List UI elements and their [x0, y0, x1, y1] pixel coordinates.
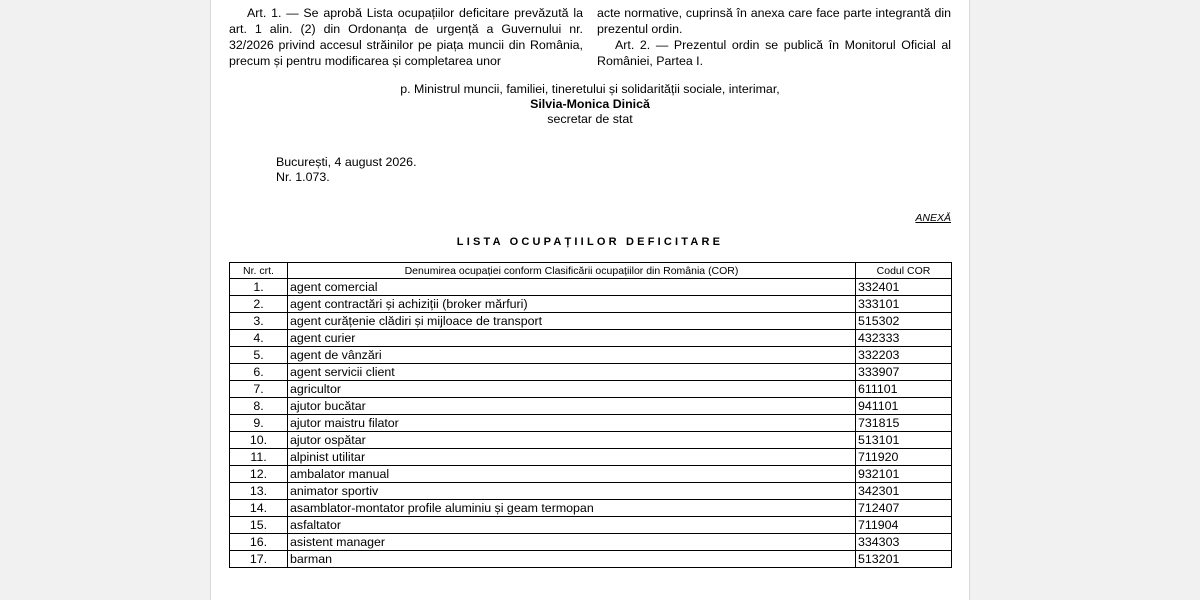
occupation-name: agent contractări și achiziții (broker mărfuri) [288, 296, 856, 313]
row-number: 10. [230, 432, 288, 449]
table-row [230, 466, 952, 483]
row-number: 9. [230, 415, 288, 432]
row-number: 2. [230, 296, 288, 313]
table-row [230, 330, 952, 347]
occupation-name: ambalator manual [288, 466, 856, 483]
cor-code: 515302 [856, 313, 952, 330]
occupation-name: animator sportiv [288, 483, 856, 500]
row-number: 11. [230, 449, 288, 466]
row-number: 16. [230, 534, 288, 551]
signatory-role: p. Ministrul muncii, familiei, tineretului și solidarității sociale, interimar, [400, 82, 780, 96]
occupation-name: agricultor [288, 381, 856, 398]
cor-code: 342301 [856, 483, 952, 500]
table-row [230, 534, 952, 551]
cor-code: 333101 [856, 296, 952, 313]
table-row [230, 296, 952, 313]
occupation-name: agent curățenie clădiri și mijloace de transport [288, 313, 856, 330]
table-row [230, 517, 952, 534]
row-number: 13. [230, 483, 288, 500]
row-number: 8. [230, 398, 288, 415]
occupation-name: asfaltator [288, 517, 856, 534]
cor-code: 333907 [856, 364, 952, 381]
row-number: 3. [230, 313, 288, 330]
table-row [230, 500, 952, 517]
cor-code: 941101 [856, 398, 952, 415]
table-row [230, 483, 952, 500]
header-nr: Nr. crt. [230, 263, 288, 279]
place-date: București, 4 august 2026. [276, 155, 417, 169]
list-title: LISTA OCUPAȚIILOR DEFICITARE [456, 236, 724, 248]
cor-code: 513201 [856, 551, 952, 568]
row-number: 12. [230, 466, 288, 483]
cor-code: 432333 [856, 330, 952, 347]
row-number: 14. [230, 500, 288, 517]
cor-code: 932101 [856, 466, 952, 483]
occupation-name: ajutor maistru filator [288, 415, 856, 432]
signatory-title: secretar de stat [547, 112, 633, 126]
row-number: 7. [230, 381, 288, 398]
table-body [230, 279, 952, 568]
document-page [210, 0, 970, 600]
occupation-name: barman [288, 551, 856, 568]
occupation-name: asamblator-montator profile aluminiu și geam termopan [288, 500, 856, 517]
left-column [229, 5, 583, 69]
occupation-name: ajutor ospătar [288, 432, 856, 449]
occupation-name: asistent manager [288, 534, 856, 551]
table-row [230, 347, 952, 364]
occupations-table [229, 262, 952, 568]
row-number: 15. [230, 517, 288, 534]
cor-code: 711920 [856, 449, 952, 466]
row-number: 1. [230, 279, 288, 296]
cor-code: 712407 [856, 500, 952, 517]
cor-code: 334303 [856, 534, 952, 551]
cor-code: 731815 [856, 415, 952, 432]
row-number: 6. [230, 364, 288, 381]
table-row [230, 432, 952, 449]
table-row [230, 313, 952, 330]
cor-code: 332203 [856, 347, 952, 364]
signatory-name: Silvia-Monica Dinică [530, 97, 650, 111]
header-cod: Codul COR [856, 263, 952, 279]
header-denumire: Denumirea ocupației conform Clasificării ocupațiilor din România (COR) [288, 263, 856, 279]
row-number: 17. [230, 551, 288, 568]
table-row [230, 551, 952, 568]
cor-code: 332401 [856, 279, 952, 296]
occupation-name: ajutor bucătar [288, 398, 856, 415]
article-2-text: Art. 2. — Prezentul ordin se publică în Monitorul Oficial al României, Partea I. [597, 38, 951, 68]
order-number: Nr. 1.073. [276, 170, 330, 184]
table-row [230, 415, 952, 432]
occupation-name: alpinist utilitar [288, 449, 856, 466]
article-1-text: Art. 1. — Se aprobă Lista ocupațiilor deficitare prevăzută la art. 1 alin. (2) din Ordonanța de urgență a Guvernului nr. 32/2026 privind accesul străinilor pe piața muncii din România, precum și pentru modificarea și completarea unor [229, 6, 583, 68]
row-number: 5. [230, 347, 288, 364]
cor-code: 611101 [856, 381, 952, 398]
table-row [230, 279, 952, 296]
table-row [230, 398, 952, 415]
occupation-name: agent servicii client [288, 364, 856, 381]
table-row [230, 364, 952, 381]
table-row [230, 381, 952, 398]
cor-code: 513101 [856, 432, 952, 449]
row-number: 4. [230, 330, 288, 347]
article-1-continued: acte normative, cuprinsă în anexa care face parte integrantă din prezentul ordin. [597, 6, 951, 36]
right-column [597, 5, 951, 69]
occupation-name: agent comercial [288, 279, 856, 296]
annex-label: ANEXĂ [915, 212, 951, 224]
place-date-block [276, 155, 417, 185]
occupation-name: agent curier [288, 330, 856, 347]
occupation-name: agent de vânzări [288, 347, 856, 364]
table-header-row [230, 263, 952, 279]
cor-code: 711904 [856, 517, 952, 534]
signature-block [229, 82, 951, 127]
table-row [230, 449, 952, 466]
